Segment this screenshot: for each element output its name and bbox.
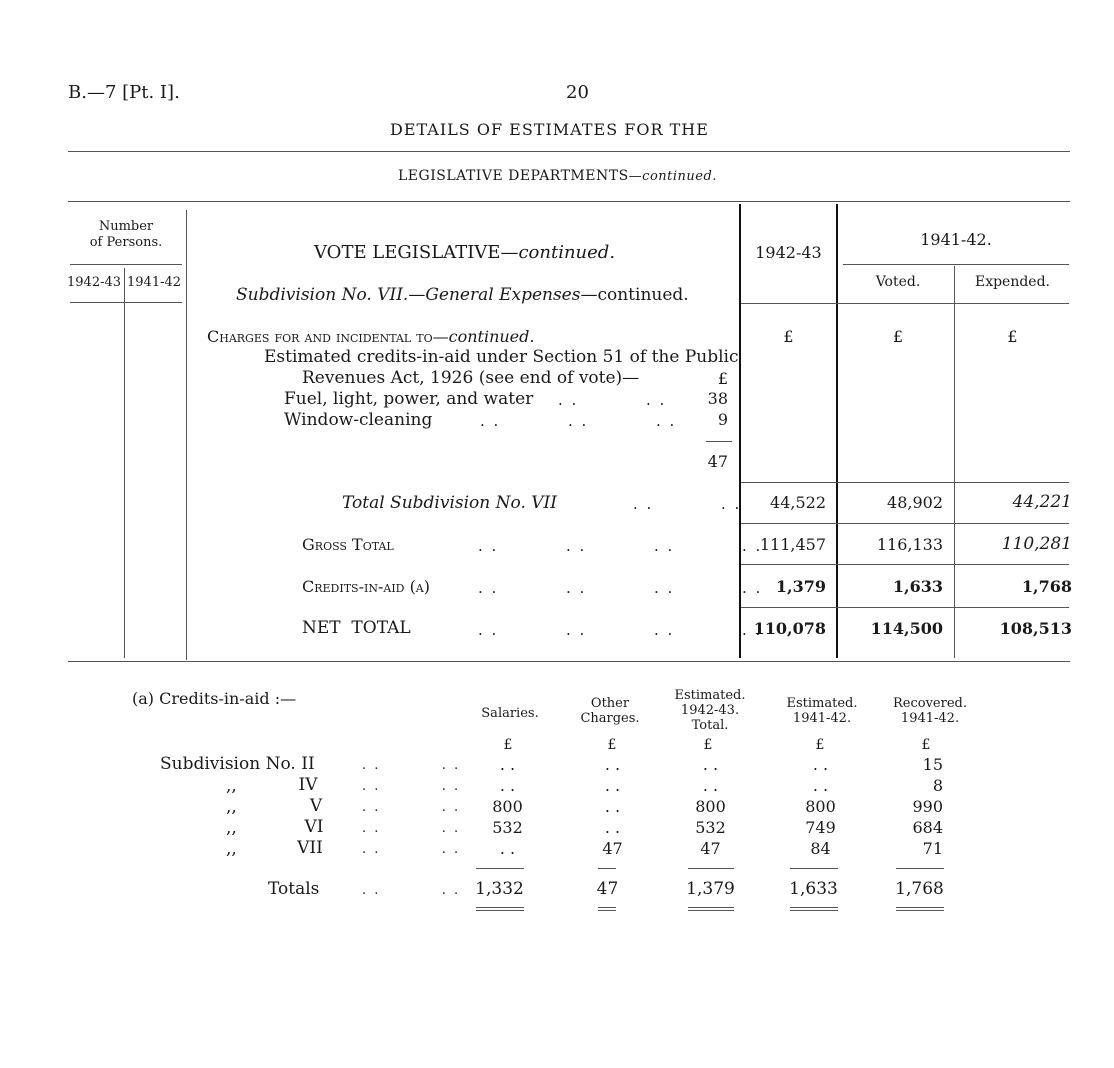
rule	[896, 910, 944, 911]
item-value: 9	[717, 410, 728, 429]
col-expended: Expended.	[974, 274, 1051, 290]
cell: . .	[812, 755, 829, 774]
pound-sign: £	[503, 737, 513, 753]
cell: 15	[922, 755, 943, 774]
cell: 684	[912, 818, 943, 837]
cell: . .	[702, 776, 719, 795]
row-number: IV	[298, 775, 318, 795]
leader-dots: . . . . . .	[480, 412, 677, 430]
pound-sign: £	[717, 369, 728, 388]
rule	[790, 907, 838, 908]
pound-sign: £	[607, 737, 617, 753]
rule	[896, 868, 944, 869]
rule	[843, 264, 1069, 265]
gross-total-value: 110,281	[1001, 534, 1072, 554]
persons-col-1941-42: 1941-42	[127, 275, 182, 290]
cell: 47	[700, 839, 721, 858]
rule	[688, 907, 734, 908]
page-subtitle: LEGISLATIVE DEPARTMENTS—continued.	[398, 168, 717, 184]
gross-total-label: Gross Total	[302, 535, 394, 554]
total-subdivision-label: Total Subdivision No. VII	[342, 493, 557, 513]
cell: . .	[812, 776, 829, 795]
row-label: Subdivision No.	[160, 754, 296, 774]
total-value: 44,522	[770, 493, 826, 512]
cell: 990	[912, 797, 943, 816]
persons-col-1942-43: 1942-43	[67, 275, 122, 290]
rule	[790, 910, 838, 911]
rule	[741, 303, 1069, 304]
item-label: Window-cleaning	[284, 410, 433, 430]
rule	[598, 868, 616, 869]
rule	[476, 910, 524, 911]
cell: 800	[492, 797, 523, 816]
rule	[186, 210, 187, 660]
row-label: ,,	[226, 839, 237, 859]
leader-dots: . . . .	[362, 883, 461, 898]
pound-sign: £	[1007, 327, 1018, 346]
row-label: ,,	[226, 797, 237, 817]
row-number: VI	[304, 817, 324, 837]
rule	[598, 910, 616, 911]
net-total-value: 114,500	[870, 619, 943, 638]
cell: 8	[932, 776, 943, 795]
rule	[598, 907, 616, 908]
leader-dots: . . . .	[362, 821, 461, 836]
cell: 84	[810, 839, 831, 858]
col-group-1941-42: 1941-42.	[920, 230, 992, 249]
cell: . .	[604, 776, 621, 795]
footnote-col-salaries: Salaries.	[481, 706, 539, 721]
cell: . .	[604, 797, 621, 816]
rule	[741, 523, 1069, 524]
item-value: 38	[707, 389, 728, 408]
pound-sign: £	[703, 737, 713, 753]
row-number: II	[301, 754, 315, 774]
rule	[68, 151, 1070, 152]
leader-dots: . . . .	[633, 495, 742, 513]
cell: 749	[805, 818, 836, 837]
footnote-col-other-charges: Other Charges.	[580, 696, 640, 726]
total-cell: 47	[596, 879, 619, 899]
credits-in-aid-value: 1,379	[775, 577, 826, 596]
rule	[476, 868, 524, 869]
row-label: ,,	[226, 818, 237, 838]
net-total-label: NET TOTAL	[302, 618, 411, 638]
total-cell: 1,633	[789, 879, 838, 899]
cell: . .	[604, 755, 621, 774]
rule	[954, 266, 955, 658]
gross-total-value: 111,457	[759, 535, 826, 554]
net-total-value: 108,513	[999, 619, 1072, 638]
rule	[790, 868, 838, 869]
credits-in-aid-value: 1,768	[1021, 577, 1072, 596]
leader-dots: . . . .	[362, 758, 461, 773]
credits-note: Revenues Act, 1926 (see end of vote)—	[302, 368, 640, 388]
rule	[68, 201, 1070, 202]
cell: . .	[499, 776, 516, 795]
rule	[70, 302, 182, 303]
charges-heading: Charges for and incidental to—continued.	[207, 327, 535, 346]
cell: . .	[604, 818, 621, 837]
subdivision-title: Subdivision No. VII.—General Expenses—continued.	[236, 285, 689, 305]
rule	[741, 564, 1069, 565]
items-total: 47	[707, 452, 728, 471]
vote-title: VOTE LEGISLATIVE—continued.	[314, 242, 616, 263]
rule	[896, 907, 944, 908]
total-cell: 1,768	[895, 879, 944, 899]
cell: . .	[702, 755, 719, 774]
row-label: ,,	[226, 776, 237, 796]
row-number: VII	[297, 838, 323, 858]
page-number: 20	[566, 82, 589, 103]
page-title: DETAILS OF ESTIMATES FOR THE	[390, 120, 709, 139]
rule	[741, 482, 1069, 483]
rule	[70, 264, 182, 265]
row-number: V	[309, 796, 323, 816]
col-estimate-1942-43: 1942-43	[755, 243, 822, 262]
persons-heading: of Persons.	[89, 235, 163, 250]
credits-in-aid-label: Credits-in-aid (a)	[302, 577, 430, 596]
credits-note: Estimated credits-in-aid under Section 51 of the Public	[264, 347, 739, 367]
leader-dots: . . . . . . . .	[478, 537, 763, 555]
leader-dots: . . . .	[362, 800, 461, 815]
pound-sign: £	[783, 327, 794, 346]
col-voted: Voted.	[875, 274, 921, 290]
leader-dots: . . . .	[362, 779, 461, 794]
rule	[688, 910, 734, 911]
leader-dots: . . . . . . . .	[478, 621, 763, 639]
rule	[124, 268, 125, 658]
footnote-col-estimated-1941: Estimated. 1941-42.	[786, 696, 858, 726]
total-value: 48,902	[887, 493, 943, 512]
footnote-col-recovered-1941: Recovered. 1941-42.	[893, 696, 967, 726]
pound-sign: £	[921, 737, 931, 753]
rule	[476, 907, 524, 908]
total-cell: 1,379	[686, 879, 735, 899]
rule	[836, 204, 838, 658]
persons-heading: Number	[98, 219, 154, 234]
rule	[706, 441, 732, 442]
net-total-value: 110,078	[753, 619, 826, 638]
leader-dots: . . . .	[558, 391, 667, 409]
page-ref: B.—7 [Pt. I].	[68, 82, 180, 103]
cell: 532	[492, 818, 523, 837]
leader-dots: . . . .	[362, 842, 461, 857]
cell: . .	[499, 755, 516, 774]
pound-sign: £	[892, 327, 904, 346]
total-value: 44,221	[1012, 492, 1072, 512]
rule	[741, 607, 1069, 608]
cell: . .	[499, 839, 516, 858]
cell: 800	[805, 797, 836, 816]
cell: 47	[602, 839, 623, 858]
rule	[688, 868, 734, 869]
footnote-title: (a) Credits-in-aid :—	[132, 689, 297, 708]
rule	[68, 661, 1070, 662]
credits-in-aid-value: 1,633	[892, 577, 943, 596]
cell: 800	[695, 797, 726, 816]
footnote-col-estimated-1942: Estimated. 1942-43. Total.	[674, 688, 746, 733]
cell: 532	[695, 818, 726, 837]
pound-sign: £	[815, 737, 825, 753]
leader-dots: . . . . . . . .	[478, 579, 763, 597]
total-cell: 1,332	[475, 879, 524, 899]
gross-total-value: 116,133	[876, 535, 943, 554]
totals-label: Totals	[268, 879, 320, 899]
cell: 71	[922, 839, 943, 858]
item-label: Fuel, light, power, and water	[284, 389, 534, 409]
